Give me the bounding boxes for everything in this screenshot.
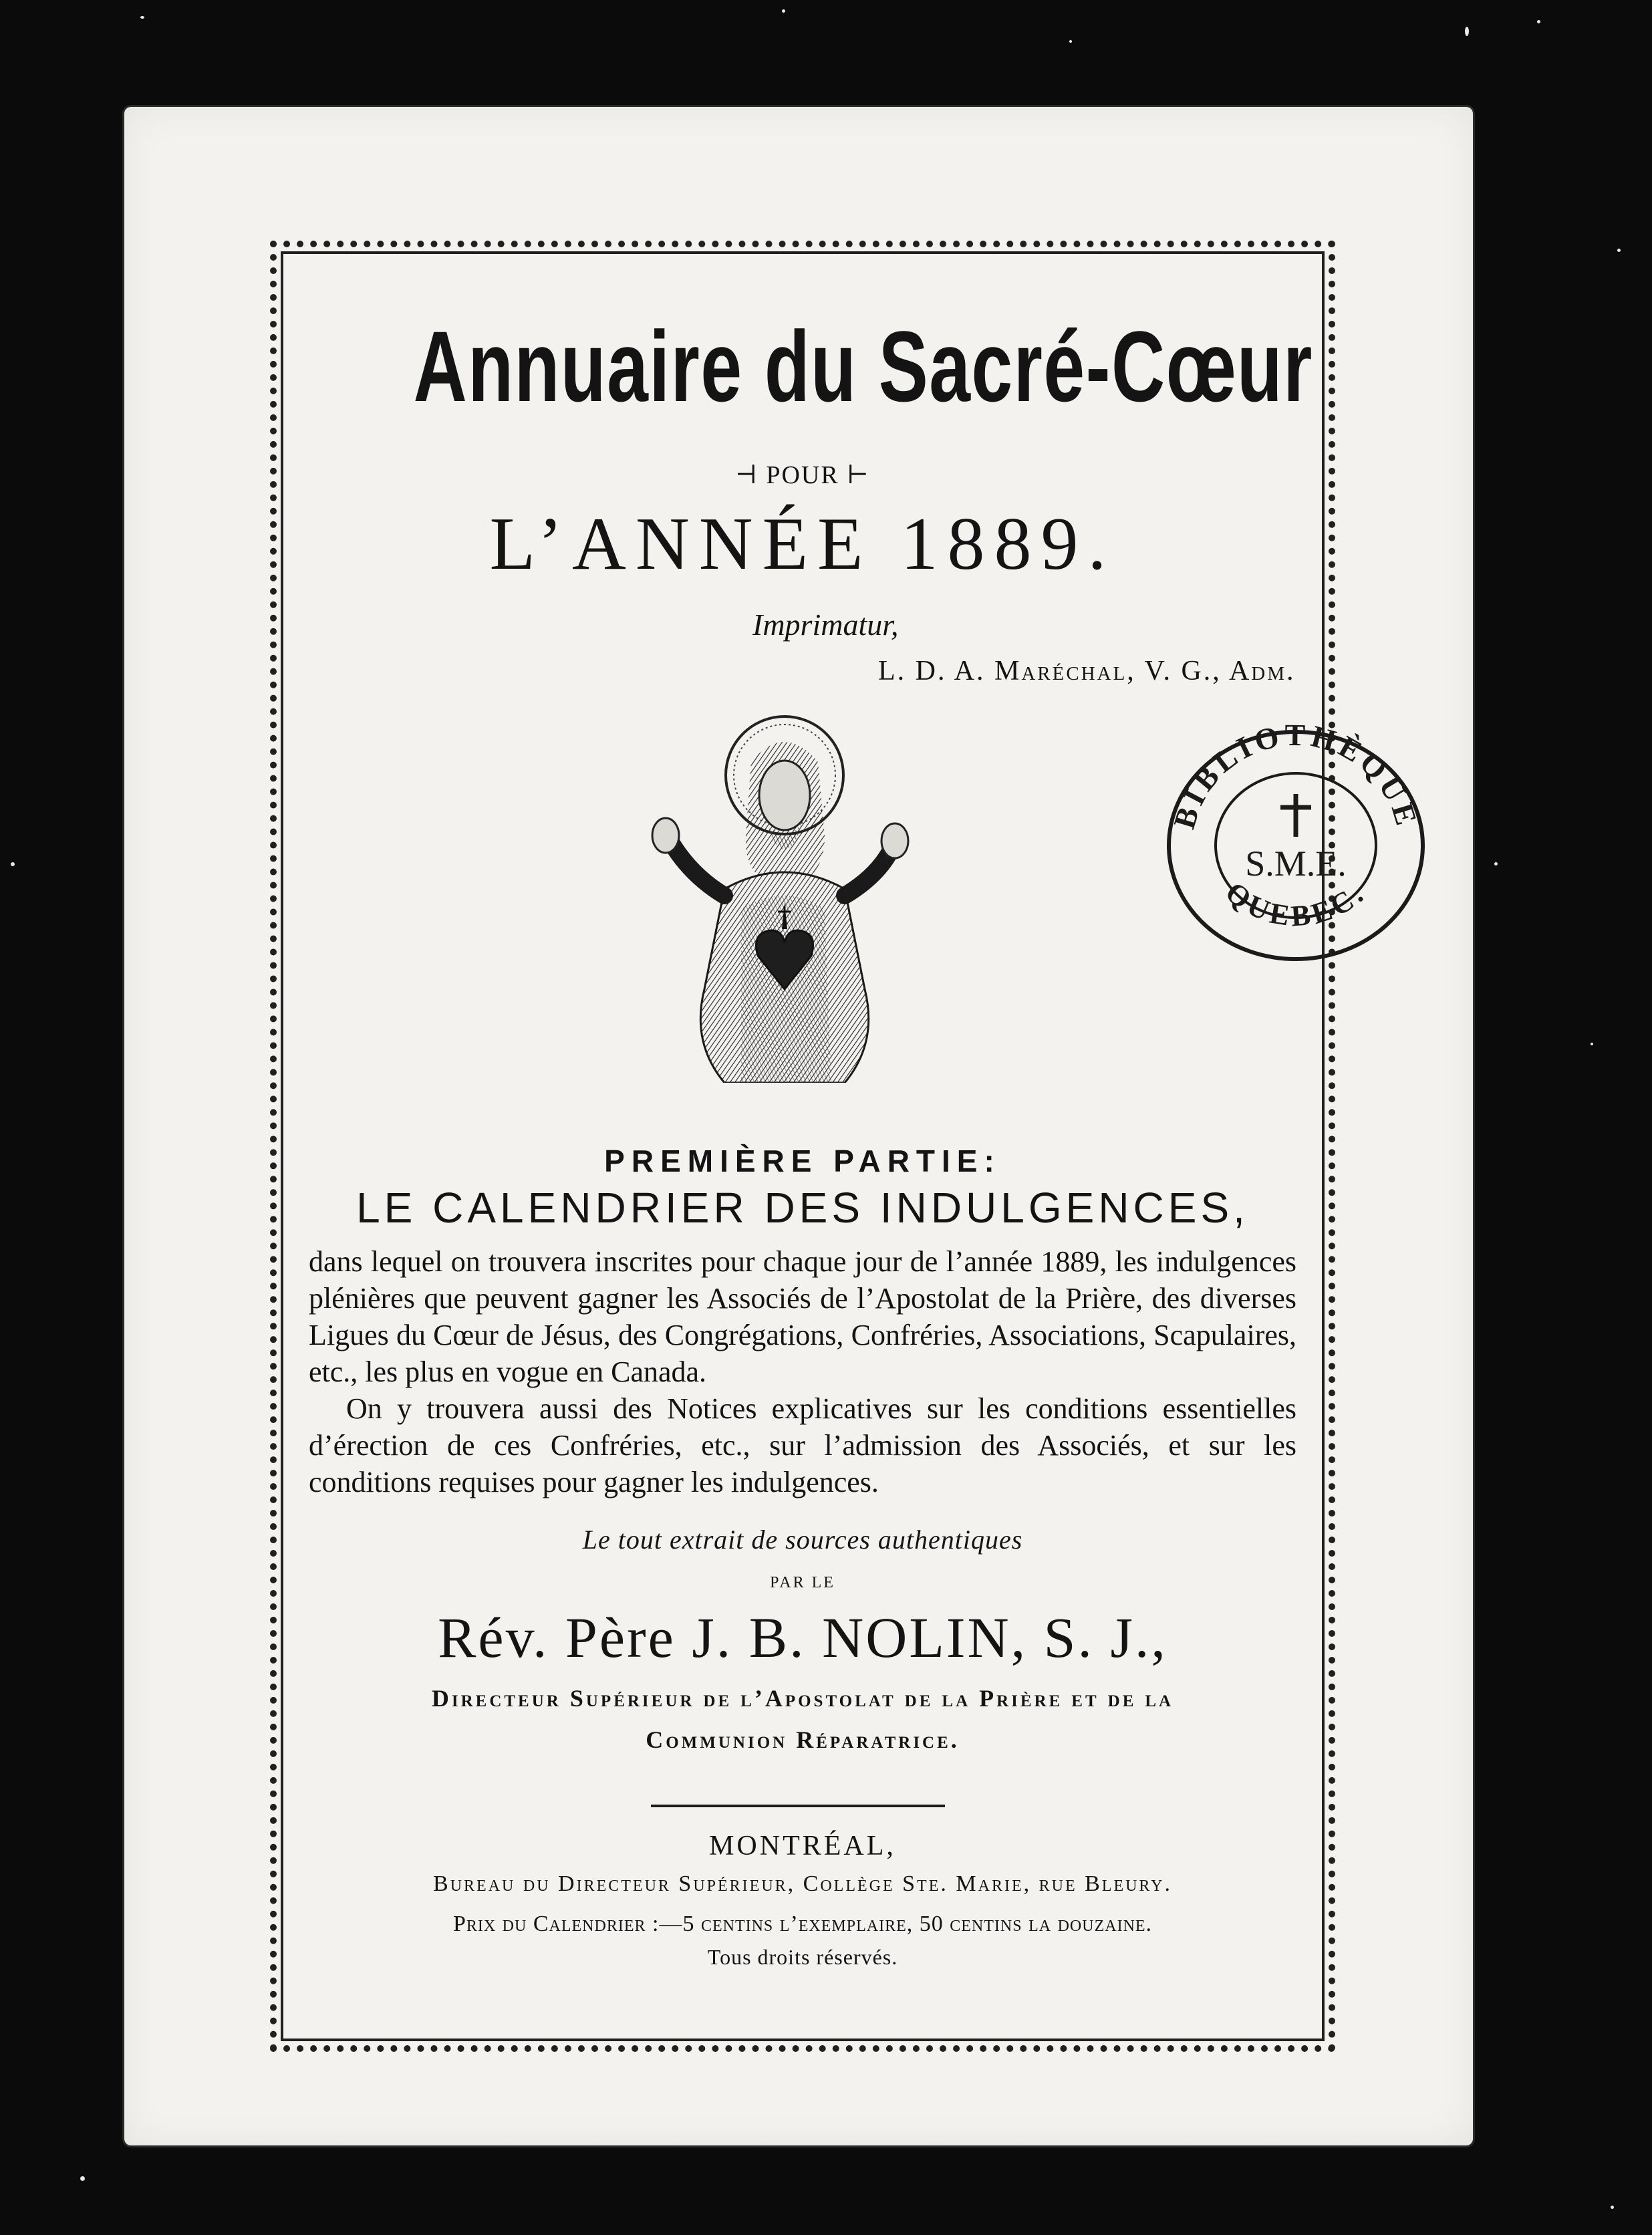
dust-speck bbox=[782, 9, 785, 13]
document-title: Annuaire du Sacré-Cœur bbox=[413, 310, 1313, 422]
author-title-line-1: Directeur Supérieur de l’Apostolat de la Prière et de la bbox=[431, 1685, 1174, 1712]
rights-notice: Tous droits réservés. bbox=[707, 1945, 898, 1969]
description-paragraph-2: On y trouvera aussi des Notices explicatives sur les conditions essentielles d’érection de ces Confréries, etc., sur l’admission des Associés, et sur les conditions requises pour gagner les indulgences. bbox=[309, 1392, 1296, 1498]
year-heading: L’ANNÉE 1889. bbox=[489, 503, 1116, 585]
description-body bbox=[309, 1243, 1296, 1500]
decorative-border-frame bbox=[270, 241, 1425, 2052]
imprimatur-label: Imprimatur, bbox=[752, 608, 899, 642]
publisher-address: Bureau du Directeur Supérieur, Collège Ste. Marie, rue Bleury. bbox=[433, 1871, 1172, 1896]
sacred-heart-illustration bbox=[624, 708, 945, 1083]
stamp-ring-top: BIBLIOTHÈQUE bbox=[1167, 717, 1425, 833]
stamp-center-text: S.M.E. bbox=[1245, 843, 1347, 884]
approbation-signature: L. D. A. Maréchal, V. G., Adm. bbox=[878, 656, 1296, 686]
section-divider bbox=[651, 1805, 945, 1807]
dust-speck bbox=[1617, 249, 1621, 252]
stamp-ring-bottom: QUEBEC. bbox=[1219, 875, 1373, 933]
library-stamp-seal bbox=[1152, 715, 1439, 969]
cross-icon bbox=[1280, 794, 1311, 837]
author-name: Rév. Père J. B. NOLIN, S. J., bbox=[438, 1605, 1167, 1670]
pour-label: ⊣ POUR ⊢ bbox=[735, 461, 870, 489]
svg-text:QUEBEC. bbox=[1220, 876, 1373, 933]
par-le-label: PAR LE bbox=[770, 1574, 835, 1591]
dust-speck bbox=[80, 2176, 85, 2181]
library-stamp bbox=[1152, 715, 1439, 969]
price-line: Prix du Calendrier :—5 centins l’exemplaire, 50 centins la douzaine. bbox=[452, 1912, 1153, 1936]
sacred-heart-engraving bbox=[624, 708, 945, 1083]
dust-speck bbox=[11, 862, 15, 866]
dust-speck bbox=[1069, 40, 1072, 43]
dust-speck bbox=[1494, 862, 1498, 866]
part-heading: PREMIÈRE PARTIE: bbox=[604, 1144, 1001, 1178]
document-page bbox=[124, 107, 1473, 2145]
dust-speck bbox=[140, 16, 144, 19]
dust-speck bbox=[1537, 20, 1540, 23]
author-title-line-2: Communion Réparatrice. bbox=[646, 1726, 960, 1753]
description-paragraph-1: dans lequel on trouvera inscrites pour chaque jour de l’année 1889, les indulgences plénières que peuvent gagner les Associés de l’Apostolat de la Prière, des diverses Ligues du Cœur de Jésus, des Congrégations, Confréries, Associations, Scapulaires, etc., les plus en vogue en Canada. bbox=[309, 1245, 1296, 1388]
dust-speck bbox=[1465, 27, 1469, 36]
sources-note: Le tout extrait de sources authentiques bbox=[582, 1525, 1023, 1555]
city-label: MONTRÉAL, bbox=[709, 1831, 896, 1861]
dust-speck bbox=[1591, 1043, 1593, 1045]
dust-speck bbox=[1611, 2206, 1614, 2209]
section-heading: LE CALENDRIER DES INDULGENCES, bbox=[356, 1184, 1249, 1232]
